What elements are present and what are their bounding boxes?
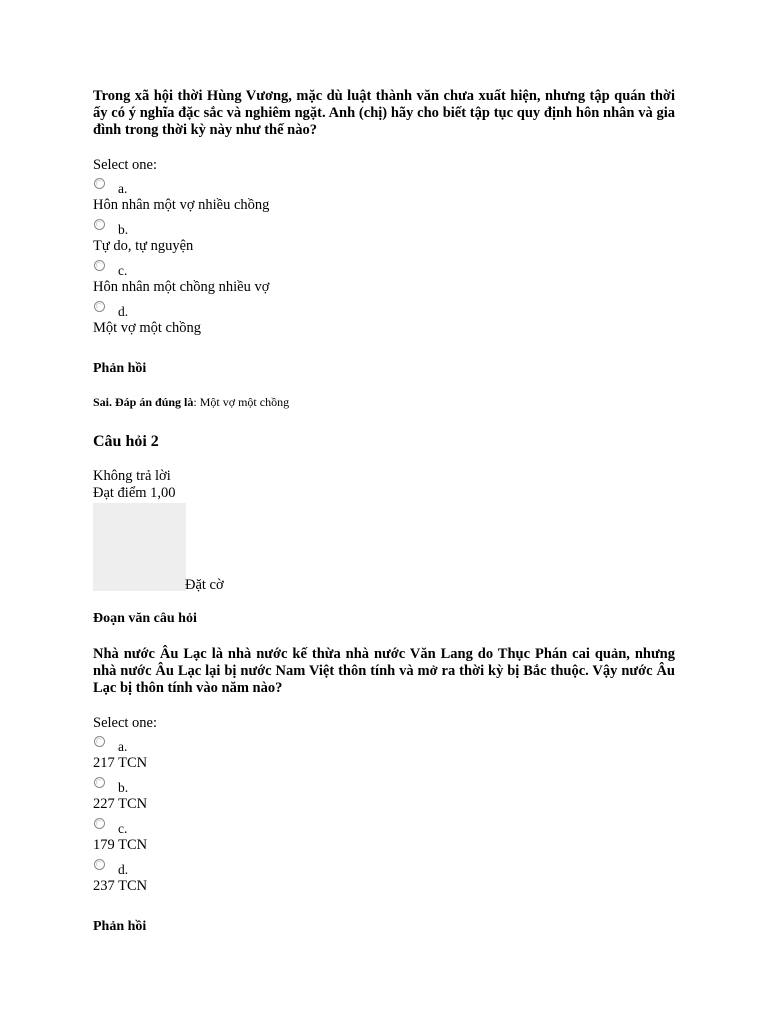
question-1-feedback-heading: Phản hồi [93, 361, 147, 376]
question-2-feedback-heading: Phản hồi [93, 919, 147, 934]
option-letter: d. [118, 862, 129, 877]
question-2-info [93, 468, 675, 502]
option-text: 237 TCN [93, 878, 148, 894]
question-2-section-heading: Đoạn văn câu hỏi [93, 611, 197, 626]
question-2-options [93, 735, 675, 895]
question-2-status: Không trả lời [93, 468, 171, 484]
flag-question-link[interactable]: Đặt cờ [185, 577, 224, 593]
question-2-option-c[interactable] [93, 817, 675, 854]
option-letter: c. [118, 263, 128, 278]
radio-icon[interactable] [94, 219, 105, 230]
feedback-prefix: Sai. Đáp án đúng là [93, 395, 194, 409]
question-1-text: Trong xã hội thời Hùng Vương, mặc dù luật thành văn chưa xuất hiện, nhưng tập quán thời ấy có ý nghĩa đặc sắc và nghiêm ngặt. Anh (chị) hãy cho biết tập tục quy định hôn nhân và gia đình trong thời kỳ này như thế nào? [93, 88, 675, 138]
question-1-option-a[interactable] [93, 177, 675, 214]
question-2-select-label: Select one: [93, 715, 158, 731]
radio-icon[interactable] [94, 859, 105, 870]
question-1-select-label: Select one: [93, 157, 158, 173]
radio-icon[interactable] [94, 818, 105, 829]
option-text: 217 TCN [93, 755, 148, 771]
option-letter: d. [118, 304, 129, 319]
option-letter: c. [118, 821, 128, 836]
radio-icon[interactable] [94, 301, 105, 312]
flag-icon[interactable] [93, 503, 186, 591]
option-letter: a. [118, 739, 128, 754]
radio-icon[interactable] [94, 736, 105, 747]
option-text: 179 TCN [93, 837, 148, 853]
question-2-title: Câu hỏi 2 [93, 433, 159, 450]
question-2-text: Nhà nước Âu Lạc là nhà nước kế thừa nhà nước Văn Lang do Thục Phán cai quản, nhưng nhà nước Âu Lạc lại bị nước Nam Việt thôn tính và mở ra thời kỳ bị Bắc thuộc. Vậy nước Âu Lạc bị thôn tính vào năm nào? [93, 646, 675, 696]
feedback-answer: : Một vợ một chồng [193, 395, 290, 409]
option-text: Hôn nhân một chồng nhiều vợ [93, 279, 270, 295]
radio-icon[interactable] [94, 260, 105, 271]
option-text: Một vợ một chồng [93, 320, 201, 336]
question-1-feedback [93, 395, 675, 410]
radio-icon[interactable] [94, 777, 105, 788]
flag-row [93, 503, 675, 593]
question-2-option-a[interactable] [93, 735, 675, 772]
question-2-option-b[interactable] [93, 776, 675, 813]
option-letter: a. [118, 181, 128, 196]
question-1-option-d[interactable] [93, 300, 675, 337]
radio-icon[interactable] [94, 178, 105, 189]
option-text: Hôn nhân một vợ nhiều chồng [93, 197, 270, 213]
option-letter: b. [118, 222, 129, 237]
option-text: 227 TCN [93, 796, 148, 812]
question-1-option-c[interactable] [93, 259, 675, 296]
question-1-options [93, 177, 675, 337]
quiz-page [93, 88, 675, 935]
question-2-points: Đạt điểm 1,00 [93, 485, 176, 501]
question-1-option-b[interactable] [93, 218, 675, 255]
question-2-option-d[interactable] [93, 858, 675, 895]
option-text: Tự do, tự nguyện [93, 238, 194, 254]
option-letter: b. [118, 780, 129, 795]
